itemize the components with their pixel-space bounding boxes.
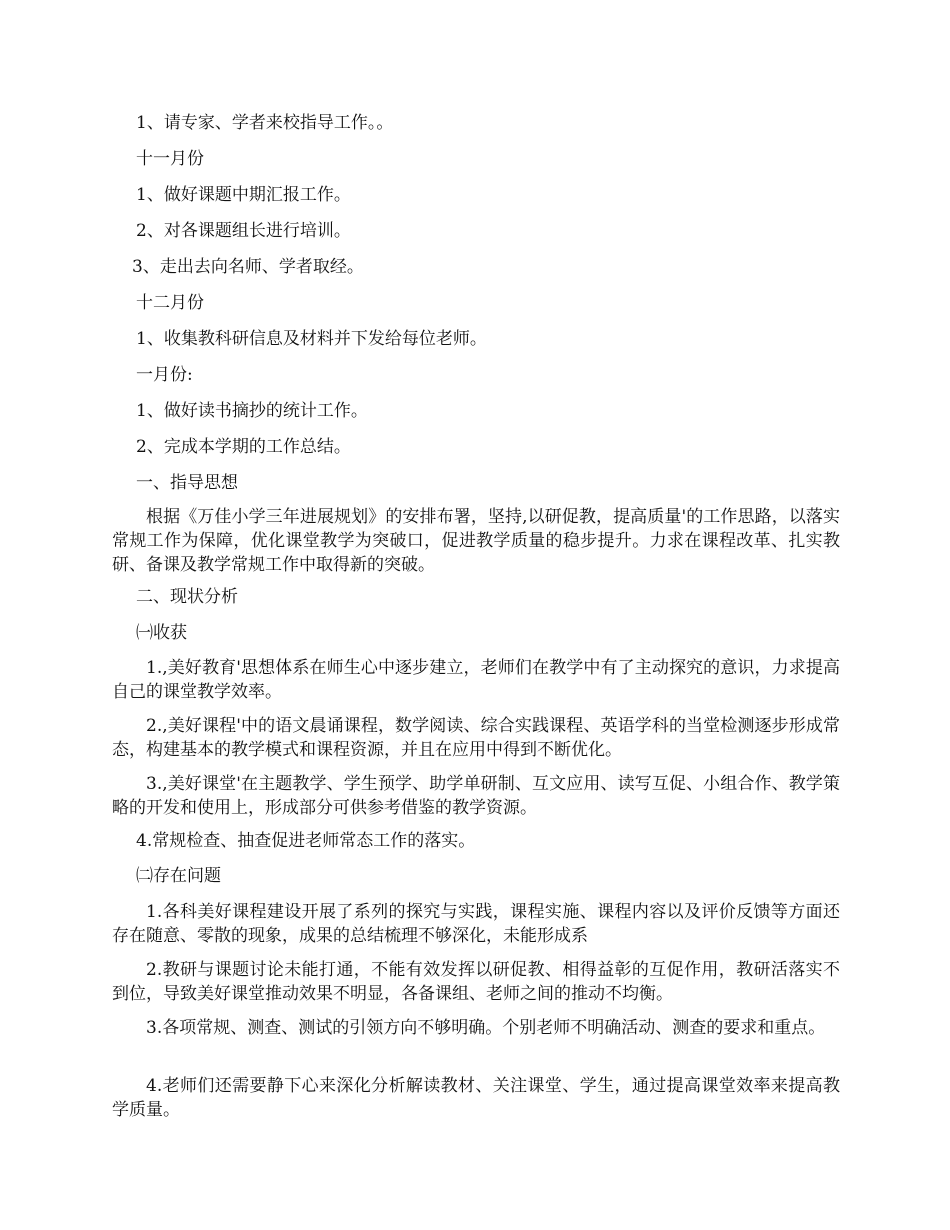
- plan-item: 1、收集教科研信息及材料并下发给每位老师。: [136, 329, 487, 349]
- section-heading-status-analysis: 二、现状分析: [136, 587, 238, 607]
- plan-item: 2、完成本学期的工作总结。: [136, 437, 351, 457]
- problem-item: 2.教研与课题讨论未能打通，不能有效发挥以研促教、相得益彰的互促作用，教研活落实不到位，导致美好课堂推动效果不明显，各备课组、老师之间的推动不均衡。: [112, 960, 840, 1004]
- harvest-item: 2.,美好课程'中的语文晨诵课程，数学阅读、综合实践课程、英语学科的当堂检测逐步形成常态，构建基本的教学模式和课程资源，并且在应用中得到不断优化。: [112, 716, 840, 760]
- month-heading-january: 一月份:: [136, 365, 193, 385]
- problem-item: 4.老师们还需要静下心来深化分析解读教材、关注课堂、学生，通过提高课堂效率来提高教学质量。: [112, 1076, 840, 1120]
- subsection-heading-problems: ㈡存在问题: [136, 866, 221, 886]
- plan-item: 1、做好读书摘抄的统计工作。: [136, 401, 368, 421]
- problem-item: 3.各项常规、测查、测试的引领方向不够明确。个别老师不明确活动、测查的要求和重点。: [146, 1018, 826, 1038]
- month-heading-december: 十二月份: [136, 293, 204, 313]
- plan-item: 3、走出去向名师、学者取经。: [132, 257, 364, 277]
- harvest-item: 4.常规检查、抽查促进老师常态工作的落实。: [136, 831, 476, 851]
- guiding-paragraph: 根据《万佳小学三年进展规划》的安排布署，坚持,以研促教，提高质量'的工作思路，以落实常规工作为保障，优化课堂教学为突破口，促进教学质量的稳步提升。力求在课程改革、扎实教研、备课及教学常规工作中取得新的突破。: [112, 507, 840, 575]
- harvest-item: 3.,美好课堂'在主题教学、学生预学、助学单研制、互文应用、读写互促、小组合作、教学策略的开发和使用上，形成部分可供参考借鉴的教学资源。: [112, 774, 840, 818]
- plan-item: 2、对各课题组长进行培训。: [136, 221, 351, 241]
- section-heading-guiding-thought: 一、指导思想: [136, 473, 238, 493]
- plan-item: 1、请专家、学者来校指导工作。。: [136, 113, 394, 133]
- plan-item: 1、做好课题中期汇报工作。: [136, 185, 351, 205]
- problem-item: 1.各科美好课程建设开展了系列的探究与实践，课程实施、课程内容以及评价反馈等方面还存在随意、零散的现象，成果的总结梳理不够深化，未能形成系: [112, 902, 840, 946]
- harvest-item: 1.,美好教育'思想体系在师生心中逐步建立，老师们在教学中有了主动探究的意识，力求提高自己的课堂教学效率。: [112, 658, 840, 702]
- subsection-heading-harvest: ㈠收获: [136, 623, 187, 643]
- month-heading-november: 十一月份: [136, 149, 204, 169]
